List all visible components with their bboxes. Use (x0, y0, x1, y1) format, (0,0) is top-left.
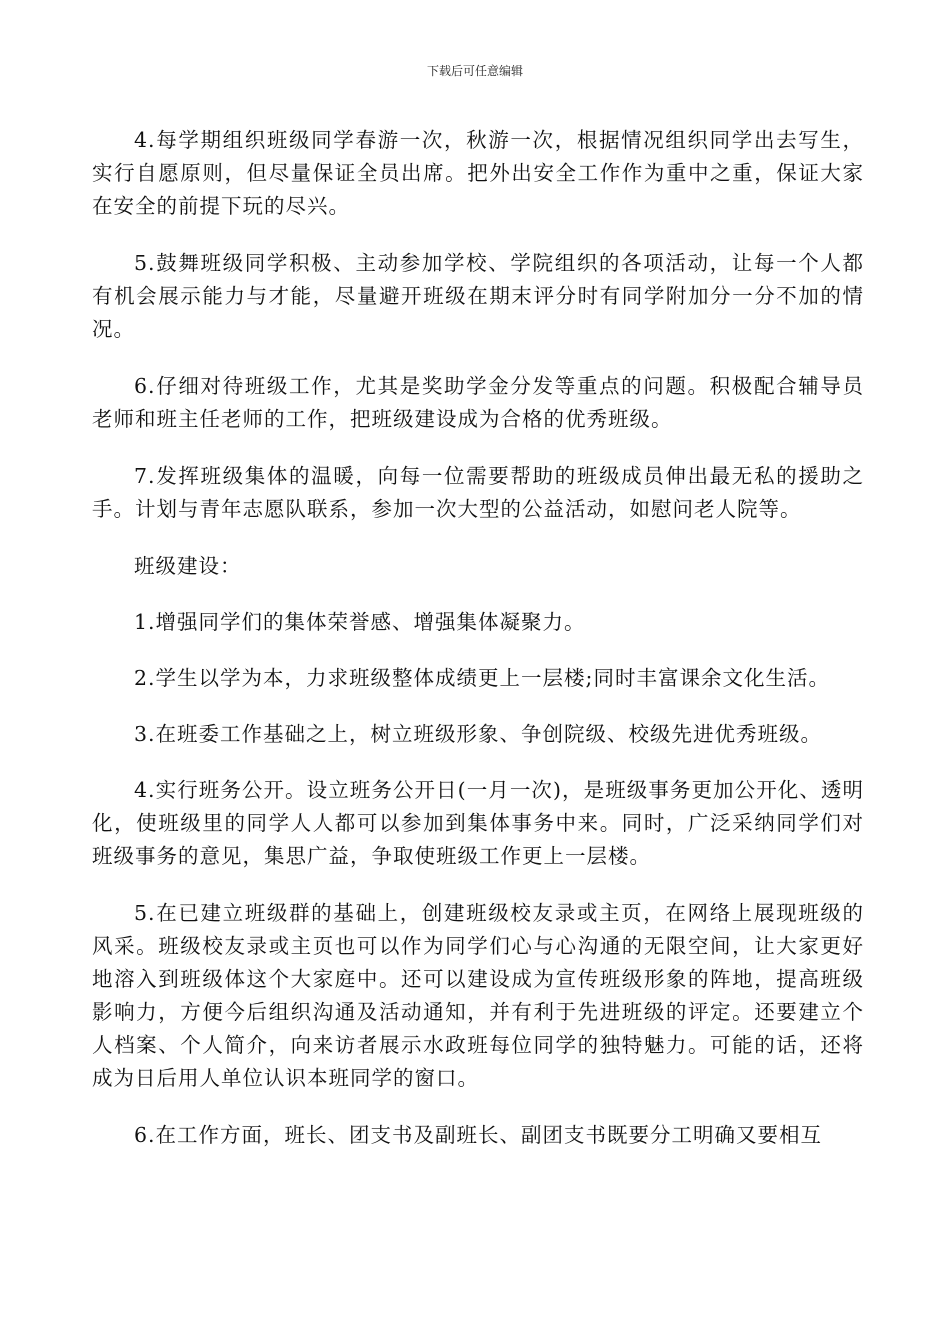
paragraph-plan-4: 4.每学期组织班级同学春游一次，秋游一次，根据情况组织同学出去写生，实行自愿原则，但尽量保证全员出席。把外出安全工作作为重中之重，保证大家在安全的前提下玩的尽兴。 (92, 128, 864, 218)
document-body (92, 124, 864, 1176)
paragraph-build-3: 3.在班委工作基础之上，树立班级形象、争创院级、校级先进优秀班级。 (134, 722, 823, 746)
section-heading-class-building: 班级建设： (134, 554, 242, 578)
paragraph-plan-6: 6.仔细对待班级工作，尤其是奖助学金分发等重点的问题。积极配合辅导员老师和班主任老师的工作，把班级建设成为合格的优秀班级。 (92, 374, 864, 431)
paragraph-build-6: 6.在工作方面，班长、团支书及副班长、副团支书既要分工明确又要相互 (134, 1123, 823, 1147)
paragraph-build-2: 2.学生以学为本，力求班级整体成绩更上一层楼;同时丰富课余文化生活。 (134, 666, 830, 690)
page-header: 下载后可任意编辑 (426, 64, 523, 78)
paragraph-plan-7: 7.发挥班级集体的温暖，向每一位需要帮助的班级成员伸出最无私的援助之手。计划与青年志愿队联系，参加一次大型的公益活动，如慰问老人院等。 (92, 464, 864, 521)
paragraph-build-1: 1.增强同学们的集体荣誉感、增强集体凝聚力。 (134, 610, 586, 634)
paragraph-plan-5: 5.鼓舞班级同学积极、主动参加学校、学院组织的各项活动，让每一个人都有机会展示能力与才能，尽量避开班级在期末评分时有同学附加分一分不加的情况。 (92, 251, 864, 341)
paragraph-build-4: 4.实行班务公开。设立班务公开日(一月一次)，是班级事务更加公开化、透明化，使班级里的同学人人都可以参加到集体事务中来。同时，广泛采纳同学们对班级事务的意见，集思广益，争取使班级工作更上一层楼。 (92, 778, 864, 868)
paragraph-build-5: 5.在已建立班级群的基础上，创建班级校友录或主页，在网络上展现班级的风采。班级校友录或主页也可以作为同学们心与心沟通的无限空间，让大家更好地溶入到班级体这个大家庭中。还可以建设成为宣传班级形象的阵地，提高班级影响力，方便今后组织沟通及活动通知，并有利于先进班级的评定。还要建立个人档案、个人简介，向来访者展示水政班每位同学的独特魅力。可能的话，还将成为日后用人单位认识本班同学的窗口。 (92, 901, 864, 1090)
